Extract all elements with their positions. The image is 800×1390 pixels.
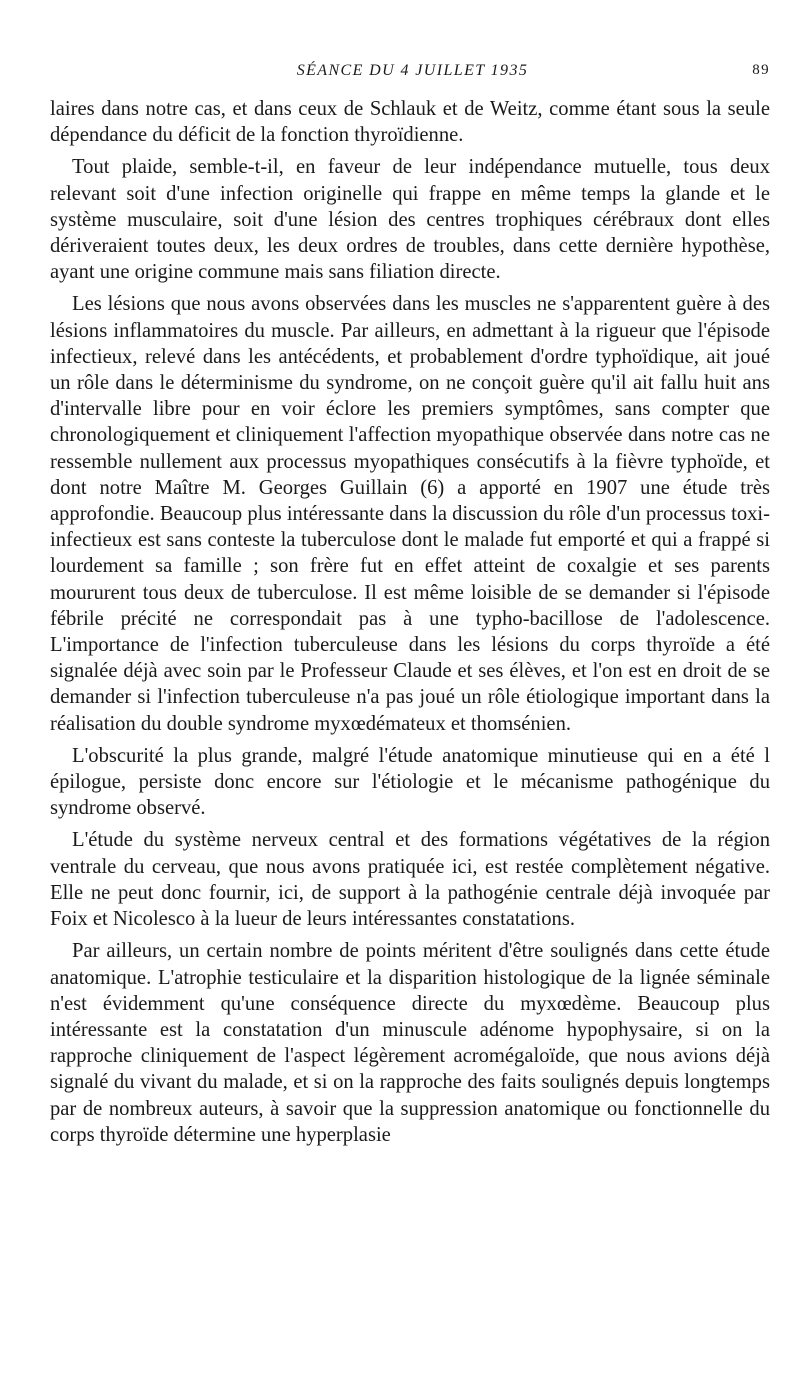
paragraph: L'étude du système nerveux central et des formations végétatives de la région ventrale du cerveau, que nous avons pratiquée ici, est restée complètement négative. Elle ne peut donc fournir, ici, de support à la pathogénie centrale déjà invoquée par Foix et Nicolesco à la lueur de leurs intéressantes constatations. <box>50 829 770 931</box>
running-title: SÉANCE DU 4 JUILLET 1935 <box>296 62 529 79</box>
paragraph-continued: laires dans notre cas, et dans ceux de Schlauk et de Weitz, comme étant sous la seule dépendance du déficit de la fonction thyroïdienne. <box>50 98 770 147</box>
page-number: 89 <box>752 62 770 78</box>
paragraph: Les lésions que nous avons observées dans les muscles ne s'apparentent guère à des lésions inflammatoires du muscle. Par ailleurs, en admettant à la rigueur que l'épisode infectieux, relevé dans les antécédents, et probablement d'ordre typhoïdique, ait joué un rôle dans le déterminisme du syndrome, on ne conçoit guère qu'il ait fallu huit ans d'intervalle libre pour en voir éclore les premiers symptômes, sans compter que chronologiquement et cliniquement l'affection myopathique observée dans notre cas ne ressemble nullement aux processus myopathiques consécutifs à la fièvre typhoïde, et dont notre Maître M. Georges Guillain (6) a apporté en 1907 une étude très approfondie. Beaucoup plus intéressante dans la discussion du rôle d'un processus toxi-infectieux est sans conteste la tuberculose dont le malade fut emporté et qui a frappé si lourdement sa famille ; son frère fut en effet atteint de coxalgie et ses parents moururent tous deux de tuberculose. Il est même loisible de se demander si l'épisode fébrile précité ne correspondait pas à une typho-bacillose de l'adolescence. L'importance de l'infection tuberculeuse dans les lésions du corps thyroïde a été signalée déjà avec soin par le Professeur Claude et ses élèves, et l'on est en droit de se demander si l'infection tuberculeuse n'a pas joué un rôle étiologique important dans la réalisation du double syndrome myxœdémateux et thomsénien. <box>50 293 770 735</box>
paragraph: Tout plaide, semble-t-il, en faveur de leur indépendance mutuelle, tous deux relevant soit d'une infection originelle qui frappe en même temps la glande et le système musculaire, soit d'une lésion des centres trophiques cérébraux dont elles dériveraient toutes deux, les deux ordres de troubles, dans cette dernière hypothèse, ayant une origine commune mais sans filiation directe. <box>50 156 770 284</box>
paragraph: Par ailleurs, un certain nombre de points méritent d'être soulignés dans cette étude anatomique. L'atrophie testiculaire et la disparition histologique de la lignée séminale n'est évidemment qu'une conséquence directe du myxœdème. Beaucoup plus intéressante est la constatation d'un minuscule adénome hypophysaire, si on la rapproche cliniquement de l'aspect légèrement acromégaloïde, que nous avions déjà signalé du vivant du malade, et si on la rapproche des faits soulignés depuis longtemps par de nombreux auteurs, à savoir que la suppression anatomique ou fonctionnelle du corps thyroïde détermine une hyperplasie <box>50 940 770 1146</box>
paragraph: L'obscurité la plus grande, malgré l'étude anatomique minutieuse qui en a été l épilogue, persiste donc encore sur l'étiologie et le mécanisme pathogénique du syndrome observé. <box>50 744 770 820</box>
running-head <box>55 62 770 86</box>
body-text <box>50 96 770 1154</box>
